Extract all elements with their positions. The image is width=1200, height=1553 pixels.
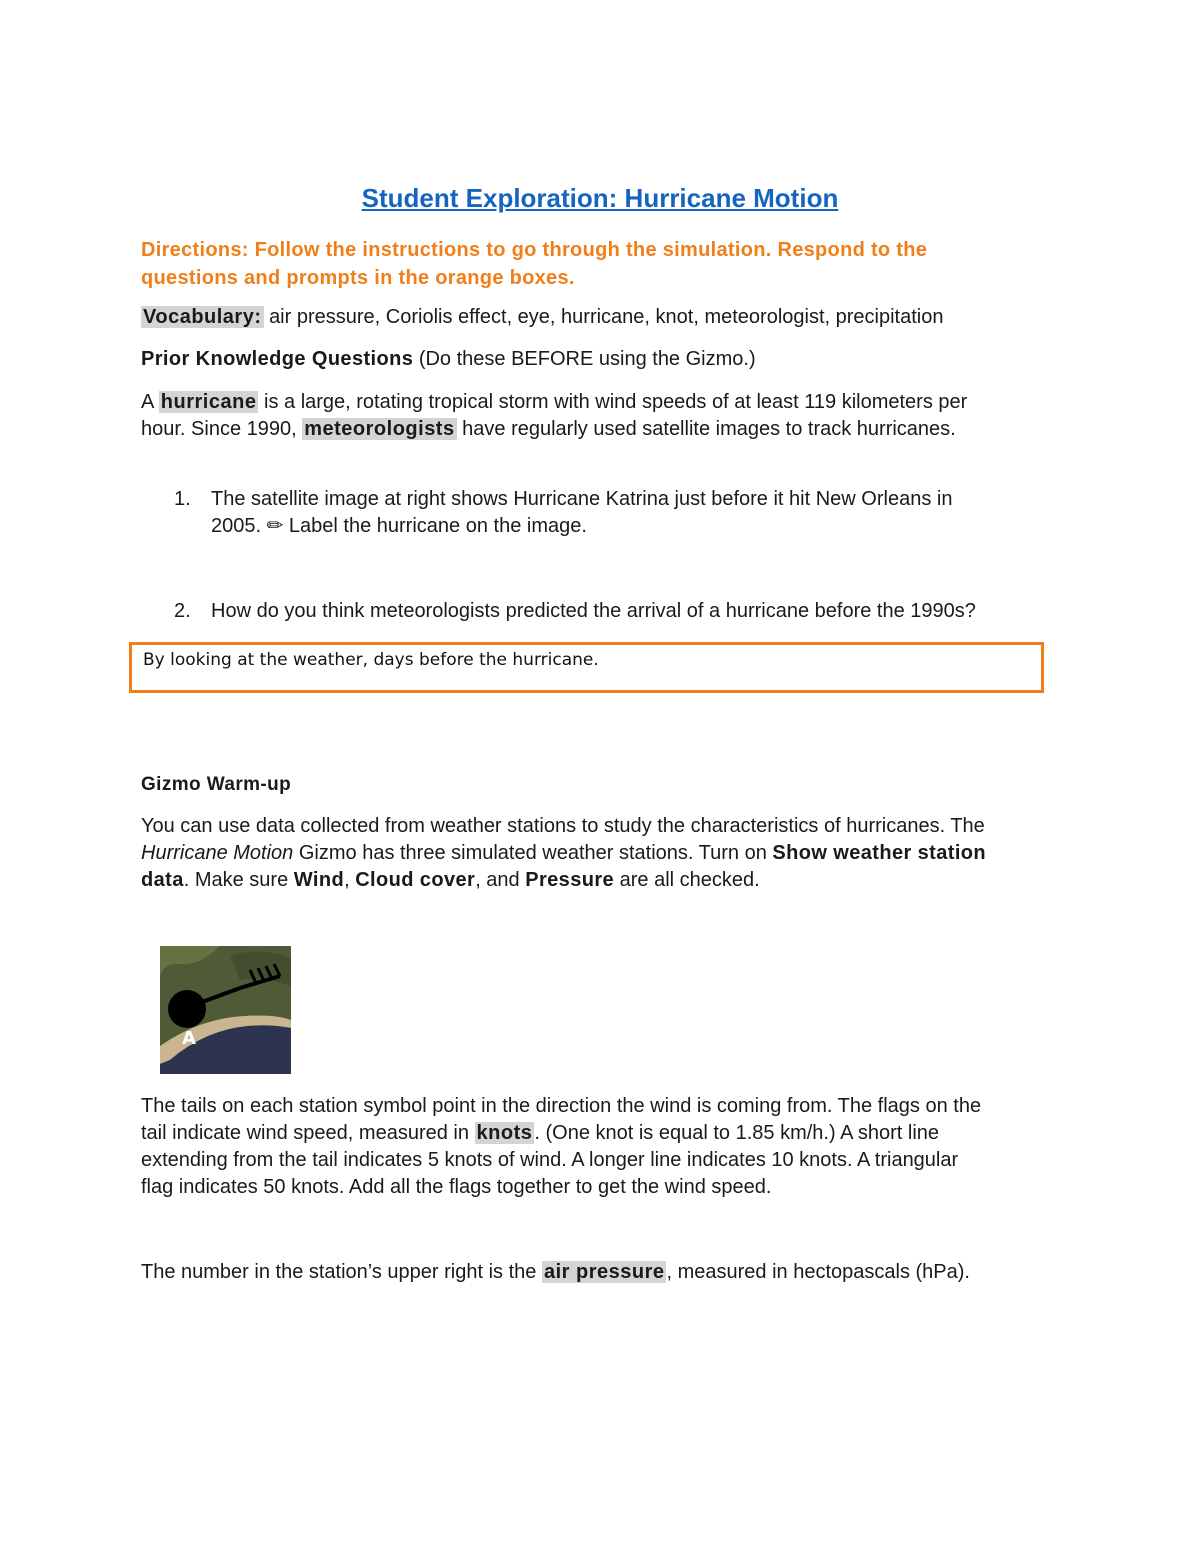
weather-station-image <box>160 946 291 1074</box>
warmup-line-2 <box>141 840 1071 867</box>
question-text <box>211 486 1041 540</box>
answer-box[interactable] <box>129 642 1044 693</box>
warmup-text: Gizmo has three simulated weather stations. Turn on <box>293 842 773 864</box>
intro-text: hour. Since 1990, <box>141 418 303 440</box>
prior-knowledge-note: (Do these BEFORE using the Gizmo.) <box>418 348 756 370</box>
pressure-label: Pressure <box>525 869 615 891</box>
vocabulary-terms: air pressure, Coriolis effect, eye, hurricane, knot, meteorologist, precipitation <box>269 306 944 328</box>
warmup-text: . Make sure <box>183 869 294 891</box>
tails-line-1: The tails on each station symbol point in the direction the wind is coming from. The flags on the <box>141 1095 982 1117</box>
term-knots: knots <box>476 1122 533 1144</box>
intro-text: A <box>141 391 159 413</box>
cloud-cover-label: Cloud cover <box>355 869 476 891</box>
station-map <box>160 946 291 1074</box>
question-line: 2005. ✏ Label the hurricane on the image. <box>211 515 587 537</box>
warmup-line-1: You can use data collected from weather stations to study the characteristics of hurricanes. The <box>141 815 985 837</box>
term-air-pressure: air pressure <box>543 1261 665 1283</box>
question-line: The satellite image at right shows Hurricane Katrina just before it hit New Orleans in <box>211 488 953 510</box>
pressure-text: The number in the station’s upper right is the <box>141 1261 542 1283</box>
pressure-paragraph <box>141 1259 970 1286</box>
directions <box>141 236 1041 292</box>
tails-paragraph <box>141 1093 1081 1201</box>
page-title: Student Exploration: Hurricane Motion <box>361 183 839 213</box>
directions-line-1: Directions: Follow the instructions to go through the simulation. Respond to the <box>141 239 928 261</box>
term-meteorologists: meteorologists <box>304 418 455 440</box>
directions-line-2: questions and prompts in the orange boxes. <box>141 267 575 289</box>
warmup-text: , and <box>475 869 526 891</box>
vocabulary-label: Vocabulary: <box>143 306 262 328</box>
term-hurricane: hurricane <box>160 391 257 413</box>
prior-knowledge-title: Prior Knowledge Questions <box>141 348 414 370</box>
question-number: 1. <box>174 488 191 510</box>
warmup-paragraph <box>141 813 1071 894</box>
question-text: How do you think meteorologists predicted the arrival of a hurricane before the 1990s? <box>211 600 976 622</box>
show-weather-station-label-end: data <box>141 869 184 891</box>
question-number: 2. <box>174 600 191 622</box>
answer-text[interactable]: By looking at the weather, days before the hurricane. <box>143 650 599 670</box>
intro-line-1 <box>141 389 1061 416</box>
tails-text: . (One knot is equal to 1.85 km/h.) A short line <box>534 1122 940 1144</box>
wind-label: Wind <box>293 869 345 891</box>
warmup-line-3 <box>141 867 1071 894</box>
tails-line-4: flag indicates 50 knots. Add all the flags together to get the wind speed. <box>141 1176 772 1198</box>
intro-text: is a large, rotating tropical storm with wind speeds of at least 119 kilometers per <box>258 391 968 413</box>
station-label: A <box>182 1028 196 1049</box>
gizmo-name: Hurricane Motion <box>141 842 294 864</box>
prior-knowledge-heading <box>141 346 756 373</box>
pressure-text: , measured in hectopascals (hPa). <box>666 1261 970 1283</box>
intro-line-2 <box>141 416 1061 443</box>
tails-line-3: extending from the tail indicates 5 knots of wind. A longer line indicates 10 knots. A triangular <box>141 1149 959 1171</box>
tails-line-2 <box>141 1120 1081 1147</box>
station-circle <box>168 990 206 1028</box>
vocabulary-line <box>141 304 943 331</box>
warmup-text: , <box>344 869 356 891</box>
warmup-text: are all checked. <box>614 869 760 891</box>
intro-paragraph <box>141 389 1061 443</box>
warmup-heading: Gizmo Warm-up <box>141 774 292 795</box>
tails-text: tail indicate wind speed, measured in <box>141 1122 475 1144</box>
show-weather-station-label: Show weather station <box>772 842 987 864</box>
intro-text: have regularly used satellite images to track hurricanes. <box>456 418 956 440</box>
